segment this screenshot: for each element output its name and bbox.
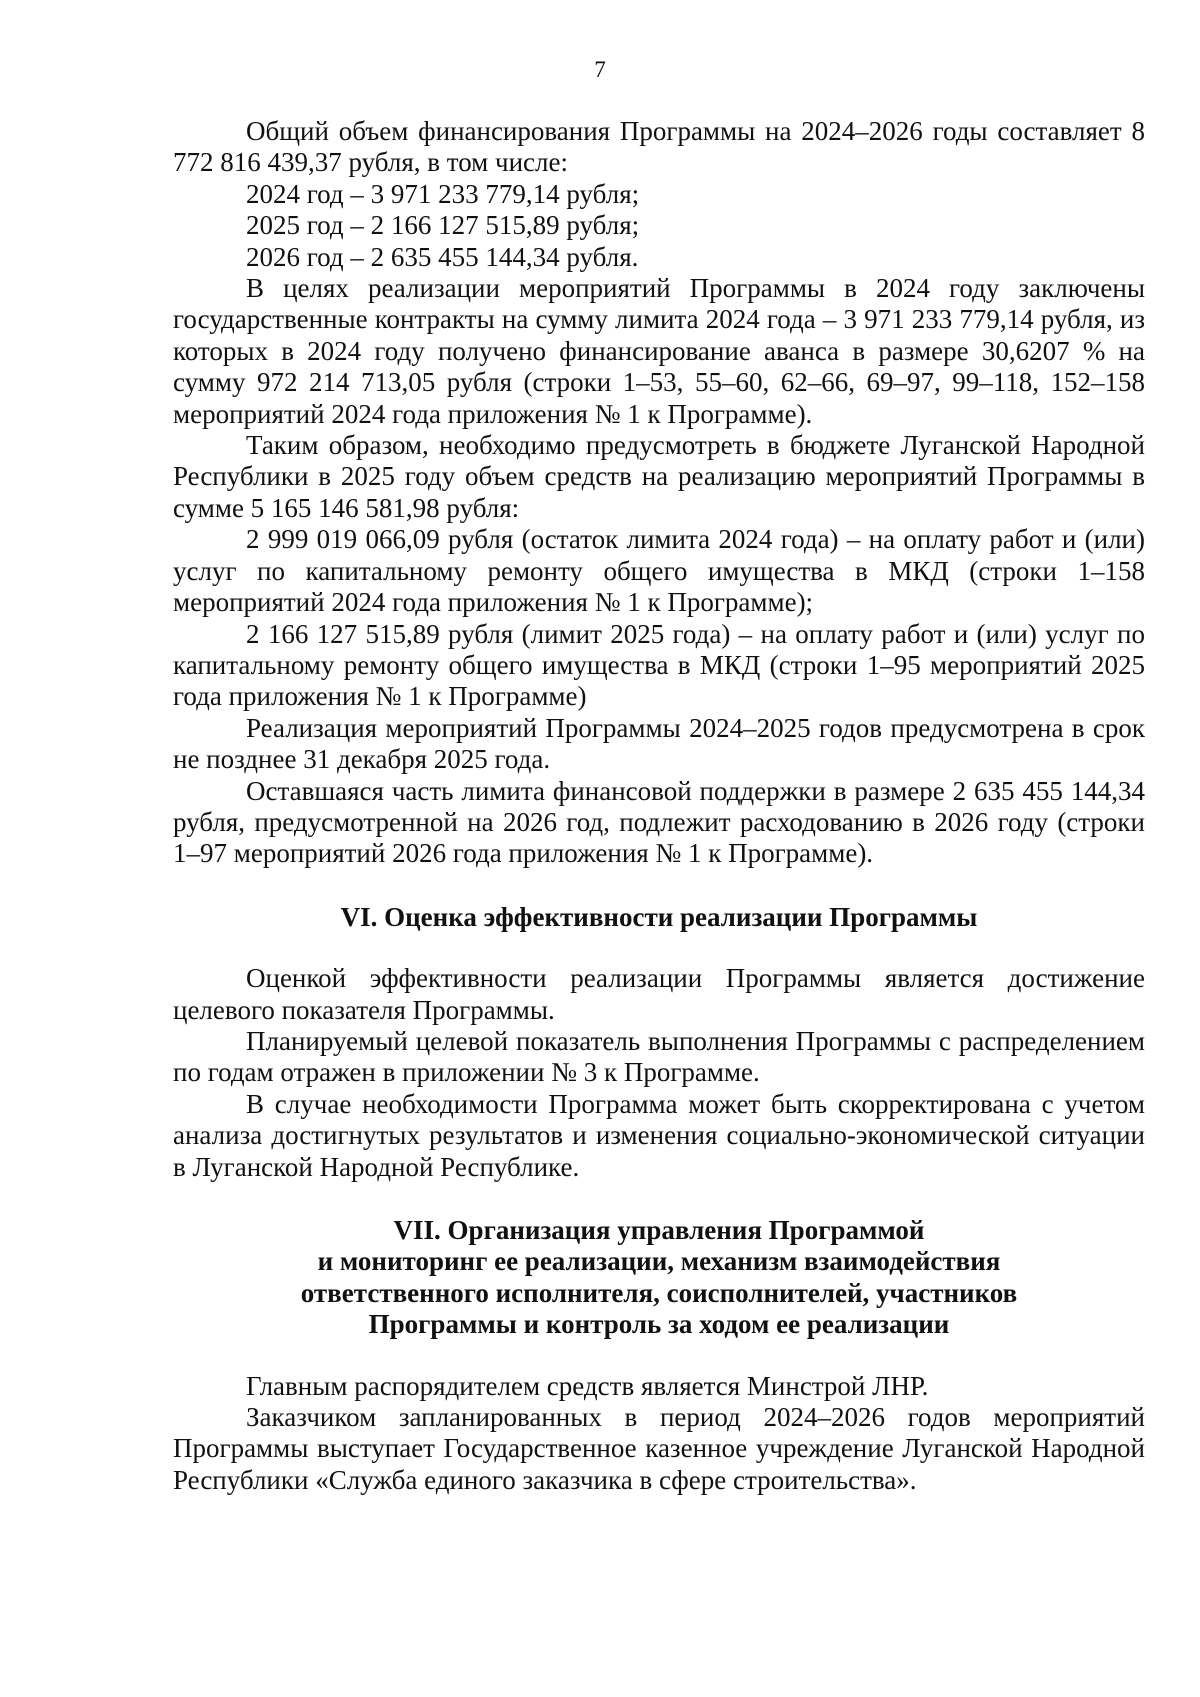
document-body — [173, 116, 1145, 1496]
page-number: 7 — [594, 57, 606, 82]
paragraph-budget-2025: Таким образом, необходимо предусмотреть в бюджете Луганской Народной Республики в 2025 году объем средств на реализацию мероприятий Программы в сумме 5 165 146 581,98 рубля: — [173, 430, 1145, 523]
section-7-heading — [173, 1215, 1145, 1341]
paragraph-funding-2025: 2025 год – 2 166 127 515,89 рубля; — [246, 210, 640, 241]
section-7-heading-line: и мониторинг ее реализации, механизм взаимодействия — [317, 1246, 1001, 1277]
paragraph-limit-2025: 2 166 127 515,89 рубля (лимит 2025 года) – на оплату работ и (или) услуг по капитальному ремонту общего имущества в МКД (строки 1–95 мероприятий 2025 года приложения № 1 к Программе) — [173, 618, 1145, 712]
paragraph-customer: Заказчиком запланированных в период 2024–2026 годов мероприятий Программы выступает Государственное казенное учреждение Луганской Народной Республики «Служба единого заказчика в сфере строительства». — [173, 1402, 1145, 1495]
section-7-heading-line: VII. Организация управления Программой — [393, 1215, 925, 1245]
section-7-heading-line: Программы и контроль за ходом ее реализации — [368, 1309, 950, 1340]
paragraph-efficiency-evaluation: Оценкой эффективности реализации Программы является достижение целевого показателя Программы. — [173, 963, 1145, 1025]
paragraph-funding-2026: 2026 год – 2 635 455 144,34 рубля. — [246, 241, 639, 272]
paragraph-remaining-limit-2024: 2 999 019 066,09 рубля (остаток лимита 2024 года) – на оплату работ и (или) услуг по капитальному ремонту общего имущества в МКД (строки 1–158 мероприятий 2024 года приложения № 1 к Программе); — [173, 524, 1145, 618]
paragraph-total-funding: Общий объем финансирования Программы на 2024–2026 годы составляет 8 772 816 439,37 рубля, в том числе: — [173, 116, 1145, 178]
paragraph-program-adjustment: В случае необходимости Программа может быть скорректирована с учетом анализа достигнутых результатов и изменения социально-экономической ситуации в Луганской Народной Республике. — [173, 1088, 1145, 1182]
section-7-heading-line: ответственного исполнителя, соисполнителей, участников — [300, 1277, 1018, 1308]
section-6-heading: VI. Оценка эффективности реализации Программы — [340, 901, 978, 932]
paragraph-contracts-2024: В целях реализации мероприятий Программы в 2024 году заключены государственные контракты на сумму лимита 2024 года – 3 971 233 779,14 рубля, из которых в 2024 году получено финансирование аванса в размере 30,6207 % на сумму 972 214 713,05 рубля (строки 1–53, 55–60, 62–66, 69–97, 99–118, 152–158 мероприятий 2024 года приложения № 1 к Программе). — [173, 273, 1145, 429]
paragraph-funding-2024: 2024 год – 3 971 233 779,14 рубля; — [246, 178, 640, 209]
paragraph-implementation-deadline: Реализация мероприятий Программы 2024–2025 годов предусмотрена в срок не позднее 31 декабря 2025 года. — [173, 712, 1145, 775]
paragraph-target-indicator: Планируемый целевой показатель выполнения Программы с распределением по годам отражен в приложении № 3 к Программе. — [173, 1025, 1145, 1088]
paragraph-main-manager: Главным распорядителем средств является Минстрой ЛНР. — [246, 1370, 929, 1401]
paragraph-remaining-2026: Оставшаяся часть лимита финансовой поддержки в размере 2 635 455 144,34 рубля, предусмотренной на 2026 год, подлежит расходованию в 2026 году (строки 1–97 мероприятий 2026 года приложения № 1 к Программе). — [173, 775, 1145, 869]
